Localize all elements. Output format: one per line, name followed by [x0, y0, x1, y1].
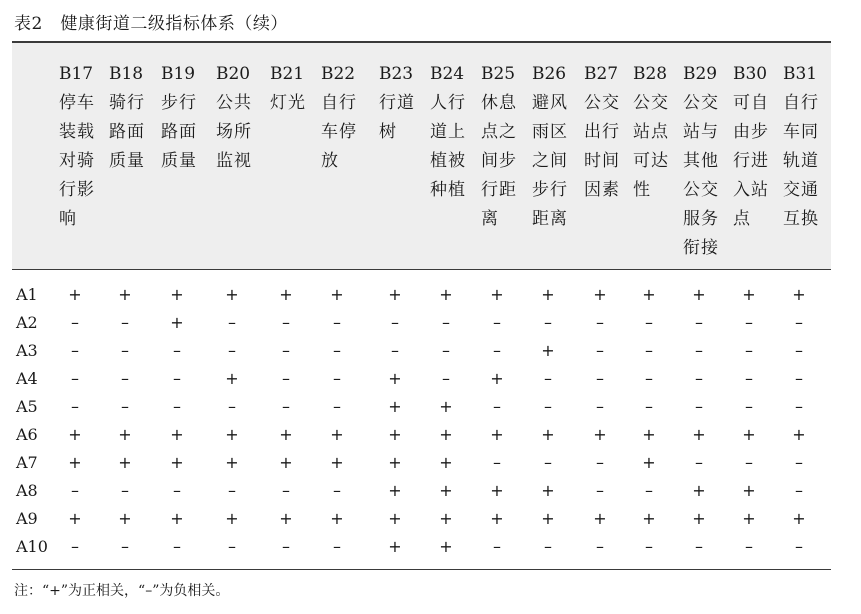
column-title-line: 休息 — [481, 93, 517, 113]
row-label: A3 — [16, 341, 38, 360]
row-label: A5 — [16, 397, 38, 416]
table-cell: – — [745, 341, 753, 360]
column-title-line: 植被 — [430, 151, 466, 171]
table-cell: – — [282, 537, 290, 556]
column-title-line: 响 — [59, 209, 77, 229]
table-cell: – — [795, 369, 803, 388]
table-cell: + — [330, 509, 344, 528]
table-cell: – — [228, 537, 236, 556]
table-cell: – — [282, 341, 290, 360]
table-cell: + — [170, 313, 184, 332]
table-cell: + — [692, 285, 706, 304]
table-cell: + — [692, 509, 706, 528]
column-title-line: 公交 — [683, 93, 719, 113]
column-title-line: 行进 — [733, 151, 769, 171]
table-cell: – — [282, 397, 290, 416]
row-label: A6 — [16, 425, 38, 444]
table-cell: + — [593, 425, 607, 444]
table-cell: – — [228, 341, 236, 360]
table-cell: + — [490, 369, 504, 388]
column-header — [633, 60, 669, 205]
table-cell: + — [541, 425, 555, 444]
table-cell: + — [388, 397, 402, 416]
table-cell: + — [225, 369, 239, 388]
table-footnote: 注：“+”为正相关，“–”为负相关。 — [14, 583, 230, 599]
table-cell: – — [596, 313, 604, 332]
table-cell: + — [439, 509, 453, 528]
table-cell: + — [170, 509, 184, 528]
column-header — [109, 60, 145, 176]
column-title-line: 自行 — [783, 93, 819, 113]
table-cell: – — [173, 341, 181, 360]
column-title-line: 道上 — [430, 122, 466, 142]
table-caption: 表2 健康街道二级指标体系（续） — [14, 14, 288, 34]
column-title-line: 灯光 — [270, 93, 306, 113]
table-cell: – — [228, 313, 236, 332]
column-title-line: 点 — [733, 209, 751, 229]
row-label: A2 — [16, 313, 38, 332]
column-title-line: 避风 — [532, 93, 568, 113]
table-cell: + — [490, 425, 504, 444]
column-header — [321, 60, 357, 176]
table-cell: + — [388, 369, 402, 388]
column-header — [161, 60, 197, 176]
row-label: A9 — [16, 509, 38, 528]
table-cell: – — [745, 313, 753, 332]
table-cell: + — [439, 481, 453, 500]
table-cell: + — [118, 509, 132, 528]
column-title-line: 出行 — [584, 122, 620, 142]
table-cell: + — [742, 285, 756, 304]
table-cell: + — [170, 285, 184, 304]
table-cell: – — [795, 481, 803, 500]
column-title-line: 路面 — [109, 122, 145, 142]
table-cell: + — [541, 285, 555, 304]
table-cell: + — [388, 509, 402, 528]
column-header — [430, 60, 466, 205]
column-header — [532, 60, 568, 234]
table-cell: – — [333, 341, 341, 360]
table-cell: – — [695, 341, 703, 360]
column-title-line: 时间 — [584, 151, 620, 171]
table-cell: – — [745, 537, 753, 556]
column-code: B31 — [783, 64, 818, 84]
table-cell: – — [282, 481, 290, 500]
column-code: B24 — [430, 64, 465, 84]
table-cell: – — [493, 313, 501, 332]
table-cell: – — [493, 397, 501, 416]
table-cell: + — [439, 453, 453, 472]
table-cell: – — [282, 369, 290, 388]
table-cell: + — [225, 509, 239, 528]
column-title-line: 互换 — [783, 209, 819, 229]
table-cell: – — [173, 537, 181, 556]
column-title-line: 自行 — [321, 93, 357, 113]
table-cell: – — [333, 537, 341, 556]
row-label: A10 — [16, 537, 48, 556]
table-cell: – — [544, 453, 552, 472]
table-cell: + — [742, 481, 756, 500]
table-cell: + — [225, 425, 239, 444]
table-cell: – — [544, 397, 552, 416]
column-header — [783, 60, 819, 234]
column-code: B20 — [216, 64, 251, 84]
table-cell: – — [121, 369, 129, 388]
table-cell: – — [71, 481, 79, 500]
table-cell: + — [692, 425, 706, 444]
table-cell: + — [742, 425, 756, 444]
table-cell: – — [173, 481, 181, 500]
table-cell: + — [541, 481, 555, 500]
column-title-line: 点之 — [481, 122, 517, 142]
table-cell: – — [695, 369, 703, 388]
column-code: B21 — [270, 64, 305, 84]
table-cell: + — [593, 285, 607, 304]
table-cell: + — [279, 425, 293, 444]
table-cell: – — [442, 313, 450, 332]
table-cell: + — [68, 509, 82, 528]
column-title-line: 由步 — [733, 122, 769, 142]
column-title-line: 服务 — [683, 209, 719, 229]
column-title-line: 公交 — [584, 93, 620, 113]
column-code: B29 — [683, 64, 718, 84]
table-cell: – — [228, 481, 236, 500]
column-title-line: 雨区 — [532, 122, 568, 142]
column-title-line: 车停 — [321, 122, 357, 142]
table-cell: – — [795, 537, 803, 556]
column-title-line: 质量 — [161, 151, 197, 171]
table-cell: – — [795, 453, 803, 472]
column-code: B23 — [379, 64, 414, 84]
table-cell: + — [330, 453, 344, 472]
table-cell: + — [792, 285, 806, 304]
table-header-rule — [12, 269, 831, 270]
column-title-line: 路面 — [161, 122, 197, 142]
table-cell: + — [68, 425, 82, 444]
table-cell: + — [118, 285, 132, 304]
table-cell: + — [742, 509, 756, 528]
row-label: A8 — [16, 481, 38, 500]
table-cell: + — [439, 425, 453, 444]
table-cell: + — [593, 509, 607, 528]
column-title-line: 入站 — [733, 180, 769, 200]
column-title-line: 停车 — [59, 93, 95, 113]
table-cell: – — [596, 537, 604, 556]
table-cell: + — [388, 537, 402, 556]
table-cell: + — [490, 509, 504, 528]
column-title-line: 步行 — [161, 93, 197, 113]
table-cell: + — [490, 481, 504, 500]
table-cell: – — [544, 537, 552, 556]
column-title-line: 骑行 — [109, 93, 145, 113]
table-cell: – — [121, 537, 129, 556]
column-title-line: 距离 — [532, 209, 568, 229]
table-cell: – — [121, 397, 129, 416]
row-label: A7 — [16, 453, 38, 472]
table-cell: – — [745, 397, 753, 416]
table-cell: – — [493, 341, 501, 360]
table-cell: – — [493, 537, 501, 556]
column-title-line: 可自 — [733, 93, 769, 113]
column-title-line: 因素 — [584, 180, 620, 200]
column-title-line: 行距 — [481, 180, 517, 200]
column-code: B22 — [321, 64, 356, 84]
column-title-line: 监视 — [216, 151, 252, 171]
column-header — [270, 60, 306, 118]
column-title-line: 质量 — [109, 151, 145, 171]
table-cell: – — [173, 397, 181, 416]
table-cell: – — [645, 313, 653, 332]
table-cell: – — [282, 313, 290, 332]
table-cell: – — [795, 313, 803, 332]
table-cell: – — [596, 397, 604, 416]
table-cell: – — [745, 453, 753, 472]
table-cell: – — [71, 313, 79, 332]
column-title-line: 场所 — [216, 122, 252, 142]
column-title-line: 步行 — [532, 180, 568, 200]
table-cell: – — [795, 397, 803, 416]
table-cell: – — [645, 369, 653, 388]
column-title-line: 装载 — [59, 122, 95, 142]
table-cell: + — [330, 285, 344, 304]
column-header — [59, 60, 95, 234]
column-code: B26 — [532, 64, 567, 84]
table-cell: + — [439, 537, 453, 556]
table-cell: + — [388, 453, 402, 472]
column-title-line: 站点 — [633, 122, 669, 142]
column-code: B19 — [161, 64, 196, 84]
column-title-line: 交通 — [783, 180, 819, 200]
column-title-line: 公交 — [633, 93, 669, 113]
table-cell: + — [279, 509, 293, 528]
column-header — [481, 60, 517, 234]
table-cell: + — [642, 285, 656, 304]
column-title-line: 行影 — [59, 180, 95, 200]
table-cell: + — [642, 509, 656, 528]
column-title-line: 性 — [633, 180, 651, 200]
table-cell: + — [330, 425, 344, 444]
table-cell: – — [333, 397, 341, 416]
table-cell: + — [225, 285, 239, 304]
table-cell: + — [692, 481, 706, 500]
table-cell: – — [391, 313, 399, 332]
table-cell: + — [118, 453, 132, 472]
column-code: B30 — [733, 64, 768, 84]
column-header — [584, 60, 620, 205]
column-header — [216, 60, 252, 176]
table-cell: – — [695, 453, 703, 472]
table-cell: – — [596, 481, 604, 500]
table-cell: + — [388, 425, 402, 444]
table-cell: – — [695, 313, 703, 332]
column-title-line: 其他 — [683, 151, 719, 171]
table-cell: + — [388, 285, 402, 304]
table-cell: – — [596, 453, 604, 472]
table-cell: – — [645, 341, 653, 360]
column-title-line: 衔接 — [683, 238, 719, 258]
table-cell: – — [442, 341, 450, 360]
table-cell: – — [71, 537, 79, 556]
table-cell: – — [71, 397, 79, 416]
table-cell: – — [596, 369, 604, 388]
table-cell: + — [388, 481, 402, 500]
column-title-line: 种植 — [430, 180, 466, 200]
column-title-line: 公交 — [683, 180, 719, 200]
column-header — [733, 60, 769, 234]
table-cell: – — [645, 481, 653, 500]
table-cell: – — [71, 369, 79, 388]
table-cell: – — [228, 397, 236, 416]
row-label: A4 — [16, 369, 38, 388]
table-cell: + — [68, 285, 82, 304]
table-cell: – — [795, 341, 803, 360]
row-label: A1 — [16, 285, 38, 304]
table-cell: – — [121, 313, 129, 332]
table-cell: + — [68, 453, 82, 472]
column-title-line: 对骑 — [59, 151, 95, 171]
column-title-line: 人行 — [430, 93, 466, 113]
table-cell: – — [121, 341, 129, 360]
table-cell: + — [792, 425, 806, 444]
table-cell: – — [333, 369, 341, 388]
table-cell: – — [695, 397, 703, 416]
table-cell: + — [541, 509, 555, 528]
table-cell: – — [442, 369, 450, 388]
column-title-line: 车同 — [783, 122, 819, 142]
table-cell: + — [279, 453, 293, 472]
table-cell: + — [439, 397, 453, 416]
table-cell: – — [71, 341, 79, 360]
table-cell: – — [544, 313, 552, 332]
table-cell: + — [225, 453, 239, 472]
column-title-line: 树 — [379, 122, 397, 142]
table-cell: – — [333, 481, 341, 500]
table-cell: – — [695, 537, 703, 556]
table-cell: + — [439, 285, 453, 304]
column-title-line: 间步 — [481, 151, 517, 171]
column-code: B17 — [59, 64, 94, 84]
table-cell: + — [642, 453, 656, 472]
column-title-line: 之间 — [532, 151, 568, 171]
column-title-line: 放 — [321, 151, 339, 171]
table-cell: + — [118, 425, 132, 444]
table-bottom-rule — [12, 569, 831, 570]
table-cell: + — [642, 425, 656, 444]
table-cell: – — [391, 341, 399, 360]
table-cell: – — [544, 369, 552, 388]
table-cell: – — [493, 453, 501, 472]
table-cell: – — [645, 397, 653, 416]
column-title-line: 行道 — [379, 93, 415, 113]
table-cell: – — [745, 369, 753, 388]
table-cell: + — [170, 453, 184, 472]
column-header — [683, 60, 719, 263]
column-title-line: 离 — [481, 209, 499, 229]
column-code: B18 — [109, 64, 144, 84]
column-title-line: 站与 — [683, 122, 719, 142]
table-cell: + — [279, 285, 293, 304]
table-cell: + — [170, 425, 184, 444]
column-code: B27 — [584, 64, 619, 84]
table-cell: – — [333, 313, 341, 332]
table-cell: + — [541, 341, 555, 360]
table-cell: – — [645, 537, 653, 556]
column-code: B28 — [633, 64, 668, 84]
table-cell: + — [490, 285, 504, 304]
table-cell: + — [792, 509, 806, 528]
column-title-line: 公共 — [216, 93, 252, 113]
column-header — [379, 60, 415, 147]
table-cell: – — [173, 369, 181, 388]
table-cell: – — [121, 481, 129, 500]
table-cell: – — [596, 341, 604, 360]
column-code: B25 — [481, 64, 516, 84]
column-title-line: 可达 — [633, 151, 669, 171]
column-title-line: 轨道 — [783, 151, 819, 171]
